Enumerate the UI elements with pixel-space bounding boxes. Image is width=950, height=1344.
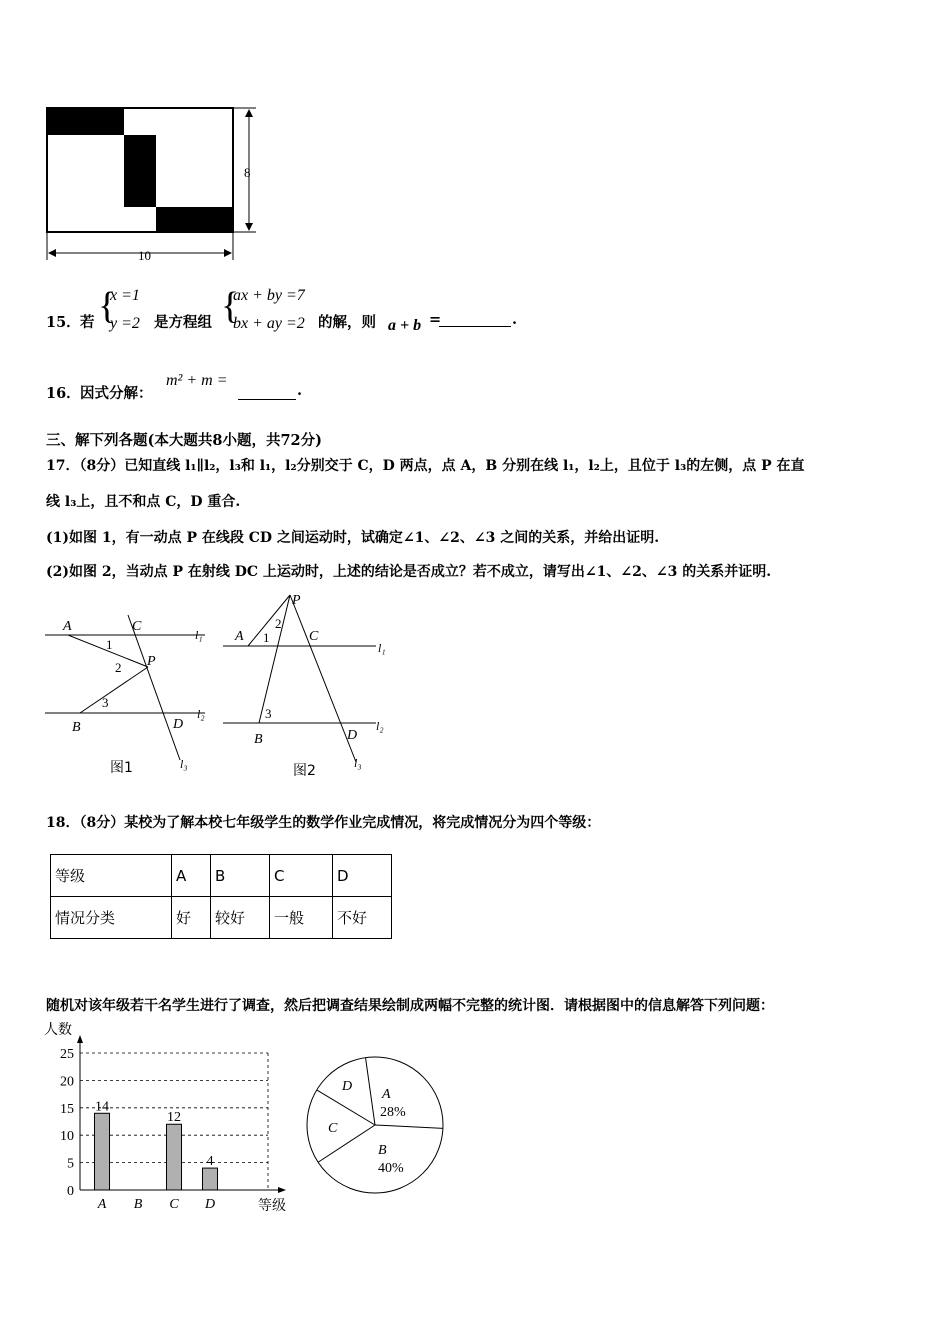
fig1-line-l2: l₂ (197, 707, 205, 721)
q15-middle: 是方程组 (154, 314, 212, 331)
width-label: 10 (138, 248, 151, 263)
q17-part1: (1)如图 1，有一动点 P 在线段 CD 之间运动时，试确定∠1、∠2、∠3 之间的关系，并给出证明. (46, 530, 660, 546)
fig2-angle-1: 1 (263, 630, 270, 645)
y-axis-arrow (77, 1035, 83, 1043)
pie-slice-label: B (378, 1143, 387, 1158)
pie-slice-percent: 40% (378, 1161, 404, 1176)
q15-number: 15． (46, 314, 81, 331)
x-axis-arrow (278, 1187, 286, 1193)
fig2-point-C: C (309, 629, 319, 644)
fig1-line-l1: l₁ (195, 628, 203, 642)
pie-chart (300, 1050, 460, 1210)
table-cell: B (211, 855, 270, 897)
y-tick-label: 5 (67, 1156, 74, 1172)
bar (203, 1168, 218, 1190)
q15-equals: = (429, 311, 442, 328)
q17-part2: (2)如图 2，当动点 P 在射线 DC 上运动时，上述的结论是否成立？若不成立，请写出∠1、∠2、∠3 的关系并证明. (46, 564, 772, 580)
q16-answer-blank (238, 399, 296, 400)
q15-system2-eq1: ax + by =7 (233, 287, 305, 304)
fig1-line-l3: l₃ (180, 757, 188, 771)
y-tick-label: 15 (60, 1101, 74, 1117)
q15-answer-blank (439, 326, 511, 327)
question-15: 15． 若 { x =1 y =2 是方程组 { ax + by =7 bx + ay =2 的解，则 a + b = . (46, 285, 518, 334)
q15-system1-eq1: x =1 (110, 287, 140, 304)
pie-slice-label: A (382, 1087, 391, 1102)
q16-expr: m² + m = (166, 372, 228, 389)
table-row (51, 897, 392, 939)
data-label: 12 (167, 1110, 181, 1126)
q15-prefix: 若 (80, 314, 95, 331)
fig2-angle-2: 2 (275, 616, 282, 631)
fig1-point-C: C (132, 619, 142, 634)
q17-figure-1 (40, 610, 215, 780)
q17-line2: 线 l₃上，且不和点 C，D 重合. (46, 494, 241, 510)
table-cell: 一般 (270, 897, 333, 939)
y-tick-label: 25 (60, 1047, 74, 1062)
height-label: 8 (244, 165, 251, 180)
table-cell: A (172, 855, 211, 897)
fig2-line-l1: l₁ (378, 641, 386, 655)
q15-suffix: 的解，则 (318, 314, 376, 331)
question-16 (46, 368, 446, 404)
y-axis-label: 人数 (44, 1022, 72, 1038)
q16-end: . (297, 382, 303, 399)
q15-system2-eq2: bx + ay =2 (233, 315, 305, 332)
bar (95, 1113, 110, 1190)
fig2-angle-3: 3 (265, 706, 272, 721)
fig1-caption: 图1 (110, 760, 133, 776)
q18-intro: 18．（8分）某校为了解本校七年级学生的数学作业完成情况，将完成情况分为四个等级： (46, 815, 601, 831)
fig1-angle-3: 3 (102, 695, 109, 710)
bar-chart (40, 1018, 300, 1223)
fig2-caption: 图2 (293, 763, 316, 779)
y-tick-label: 10 (60, 1129, 74, 1145)
fig2-line-l3: l₃ (354, 756, 362, 770)
rectangle-staircase-figure (40, 100, 270, 270)
fig2-point-A: A (235, 629, 244, 644)
q15-system1-eq2: y =2 (110, 315, 140, 332)
q17-line1: 17．（8分）已知直线 l₁∥l₂，l₃和 l₁，l₂分别交于 C，D 两点，点 A，B 分别在线 l₁，l₂上，且位于 l₃的左侧，点 P 在直 (46, 458, 805, 474)
fig1-point-A: A (63, 619, 72, 634)
pie-slice-percent: 28% (380, 1105, 406, 1120)
q15-expr: a + b (388, 317, 422, 334)
fig2-point-D: D (347, 728, 358, 743)
pie-slice-label: D (342, 1079, 353, 1094)
bar (167, 1124, 182, 1190)
fig1-point-B: B (72, 720, 81, 735)
q16-text: 因式分解： (80, 385, 153, 402)
x-tick-label: B (133, 1197, 143, 1212)
data-label: 14 (95, 1099, 109, 1115)
table-cell: C (270, 855, 333, 897)
pie-slice-label: C (328, 1121, 338, 1136)
grade-table (50, 854, 392, 939)
y-tick-label: 20 (60, 1074, 74, 1090)
table-cell: D (333, 855, 392, 897)
fig2-point-P: P (292, 593, 301, 608)
table-cell: 好 (172, 897, 211, 939)
data-label: 4 (206, 1154, 214, 1170)
x-axis-label: 等级 (258, 1198, 286, 1214)
q16-number: 16． (46, 385, 81, 402)
fig1-angle-1: 1 (106, 637, 113, 652)
fig2-point-B: B (254, 732, 263, 747)
table-cell: 较好 (211, 897, 270, 939)
fig1-angle-2: 2 (115, 660, 122, 675)
table-row (51, 855, 392, 897)
section-3-title: 三、解下列各题(本大题共8小题，共72分) (46, 432, 322, 449)
x-tick-label: A (97, 1197, 107, 1212)
table-cell: 等级 (51, 855, 172, 897)
q15-end: . (512, 311, 518, 328)
q17-figure-2 (218, 587, 398, 782)
table-cell: 情况分类 (51, 897, 172, 939)
x-tick-label: D (204, 1197, 216, 1212)
x-tick-label: C (169, 1197, 179, 1212)
fig1-point-P: P (147, 654, 156, 669)
table-cell: 不好 (333, 897, 392, 939)
fig1-point-D: D (173, 717, 184, 732)
y-tick-label: 0 (67, 1184, 74, 1199)
q18-survey-text: 随机对该年级若干名学生进行了调查，然后把调查结果绘制成两幅不完整的统计图．请根据图中的信息解答下列问题： (46, 998, 774, 1014)
fig2-line-l2: l₂ (376, 719, 384, 733)
